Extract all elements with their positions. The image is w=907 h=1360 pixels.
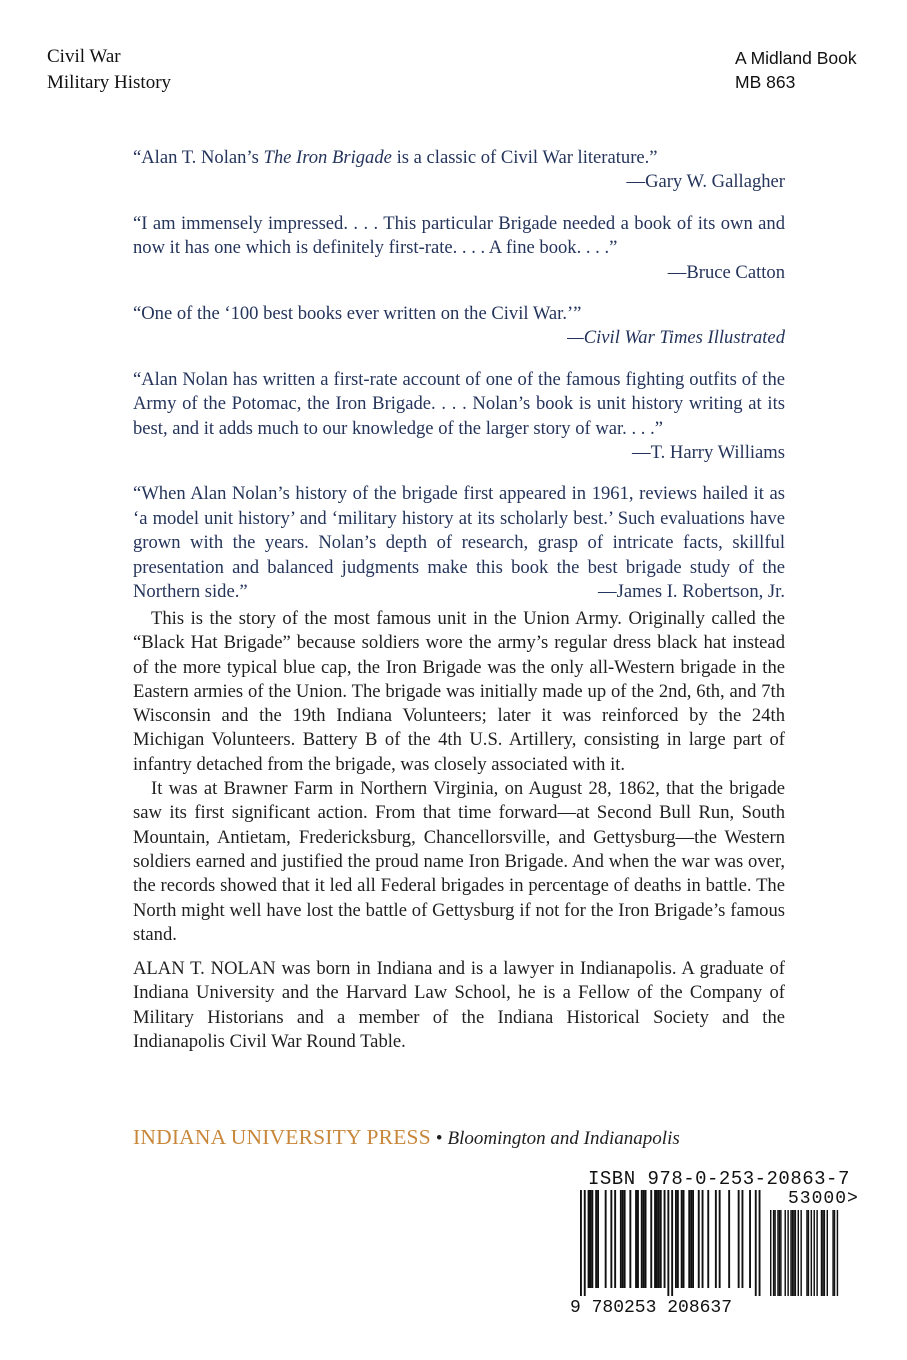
barcode-bar	[645, 1190, 647, 1288]
barcode-bar	[620, 1190, 622, 1288]
quote-text: “Alan Nolan has written a first-rate account of one of the famous fighting outfits of the Army of the Potomac, the Iron Brigade. . . . Nolan’s book is unit history writing at its best, and it adds much to our knowledge of the larger story of war. . . .” —T. Harry Williams	[133, 368, 785, 441]
barcode-bar	[641, 1190, 643, 1288]
barcode-bar	[588, 1190, 590, 1288]
addon-bar	[774, 1210, 775, 1296]
quote-attribution: —Bruce Catton	[667, 261, 785, 283]
barcode-bar	[654, 1190, 656, 1288]
quote-text: “I am immensely impressed. . . . This particular Brigade needed a book of its own and now it has one which is definitely first-rate. . . . A fine book. . . .”	[133, 212, 785, 259]
addon-bar	[792, 1210, 793, 1296]
book-title: The Iron Brigade	[263, 147, 392, 168]
barcode-bar	[635, 1190, 637, 1288]
barcode-bar	[675, 1190, 677, 1288]
barcode-bar	[650, 1190, 652, 1288]
quote-attribution: —Gary W. Gallagher	[626, 171, 785, 193]
barcode-bar	[610, 1190, 612, 1288]
quote-attribution: —T. Harry Williams	[632, 442, 785, 464]
price-addon-barcode	[768, 1210, 842, 1298]
barcode-bar	[637, 1190, 639, 1288]
barcode-bar	[614, 1190, 616, 1288]
barcode-bar	[759, 1190, 761, 1296]
barcode-bar	[658, 1190, 660, 1288]
barcode-bar	[719, 1190, 721, 1288]
barcode-bar	[755, 1190, 757, 1296]
barcode-bar	[622, 1190, 624, 1288]
barcode-bar	[580, 1190, 582, 1296]
barcode-bar	[624, 1190, 626, 1288]
barcode-bar	[692, 1190, 694, 1288]
addon-bar	[780, 1210, 781, 1296]
barcode-bar	[664, 1190, 666, 1288]
quote-attribution: —Civil War Times Illustrated	[567, 327, 785, 349]
quote-gallagher	[133, 146, 785, 195]
barcode-bar	[742, 1190, 744, 1288]
barcode-bar	[683, 1190, 685, 1288]
author-bio: ALAN T. NOLAN was born in Indiana and is a lawyer in Indianapolis. A graduate of Indiana University and the Harvard Law School, he is a Fellow of the Company of Military Historians and a member of the Indiana Historical Society and the Indianapolis Civil War Round Table.	[133, 958, 785, 1053]
addon-bar	[795, 1210, 796, 1296]
barcode-bar	[643, 1190, 645, 1288]
praise-quotes	[133, 146, 785, 622]
series-label	[735, 46, 857, 94]
category-line-1: Civil War	[47, 46, 121, 67]
barcode-bar	[660, 1190, 662, 1288]
barcode-bar	[590, 1190, 592, 1288]
separator-bullet: •	[435, 1128, 443, 1149]
barcode-bar	[707, 1190, 709, 1288]
barcode-bar	[677, 1190, 679, 1288]
quote-williams	[133, 368, 785, 466]
barcode-bar	[728, 1190, 730, 1288]
addon-bar	[837, 1210, 838, 1296]
quote-attribution: —James I. Robertson, Jr.	[598, 581, 785, 603]
price-code: 53000>	[788, 1189, 859, 1209]
description-paragraph-1: This is the story of the most famous unit in the Union Army. Originally called the “Black Hat Brigade” because soldiers wore the army’s regular dress black hat instead of the more typical blue cap, the Iron Brigade was the only all-Western brigade in the Eastern armies of the Union. The brigade was initially made up of the 2nd, 6th, and 7th Wisconsin and the 19th Indiana Volunteers; later it was reinforced by the 24th Michigan Volunteers. Battery B of the 4th U.S. Artillery, consisting in large part of infantry detached from the brigade, was closely associated with it.	[133, 608, 785, 775]
barcode-bar	[681, 1190, 683, 1288]
barcode-bar	[690, 1190, 692, 1288]
addon-bar	[816, 1210, 817, 1296]
book-description	[133, 607, 785, 1054]
series-line-1: A Midland Book	[735, 48, 857, 68]
category-label	[47, 44, 171, 96]
quote-cwti	[133, 302, 785, 351]
publisher-line	[133, 1125, 680, 1151]
addon-bar	[800, 1210, 801, 1296]
addon-bar	[785, 1210, 786, 1296]
addon-bar	[806, 1210, 807, 1296]
publisher-name: INDIANA UNIVERSITY PRESS	[133, 1125, 431, 1149]
addon-bar	[779, 1210, 780, 1296]
ean-digits: 9 780253 208637	[570, 1298, 733, 1318]
barcode-bar	[738, 1190, 740, 1288]
barcode-bar	[656, 1190, 658, 1288]
addon-bar	[790, 1210, 791, 1296]
barcode-bar	[605, 1190, 607, 1288]
isbn-label: ISBN 978-0-253-20863-7	[588, 1168, 850, 1190]
barcode-bar	[629, 1190, 631, 1288]
addon-bar	[827, 1210, 828, 1296]
quote-robertson	[133, 482, 785, 604]
addon-bar	[787, 1210, 788, 1296]
addon-bar	[822, 1210, 823, 1296]
barcode-bar	[688, 1190, 690, 1288]
quote-text: “When Alan Nolan’s history of the brigade first appeared in 1961, reviews hailed it as ‘a model unit history’ and ‘military history at its scholarly best.’ Such evaluations have grown with the years. Nolan’s depth of research, grasp of intricate facts, skillful presentation and balanced judgments make this book the best brigade study of the Northern side.” —James I. Robertson, Jr.	[133, 482, 785, 604]
addon-bar	[824, 1210, 825, 1296]
barcode-bar	[591, 1190, 593, 1288]
barcode-bar	[667, 1190, 669, 1296]
description-paragraph-2: It was at Brawner Farm in Northern Virginia, on August 28, 1862, that the brigade saw its first significant action. From that time forward—at Second Bull Run, South Mountain, Antietam, Fredericksburg, Chancellorsville, and Gettysburg—the Western soldiers earned and justified the proud name Iron Brigade. And when the war was over, the records showed that it led all Federal brigades in percentage of deaths in battle. The North might well have lost the battle of Gettysburg if not for the Iron Brigade’s famous stand.	[133, 778, 785, 945]
quote-text: “One of the ‘100 best books ever written on the Civil War.’”	[133, 303, 582, 325]
addon-bar	[798, 1210, 799, 1296]
addon-bar	[770, 1210, 771, 1296]
addon-bar	[793, 1210, 794, 1296]
barcode-bar	[597, 1190, 599, 1288]
addon-bar	[814, 1210, 815, 1296]
quote-catton	[133, 212, 785, 285]
addon-bar	[821, 1210, 822, 1296]
addon-bar	[773, 1210, 774, 1296]
barcode-bar	[595, 1190, 597, 1288]
ean-barcode	[568, 1190, 764, 1298]
addon-bar	[811, 1210, 812, 1296]
addon-bar	[832, 1210, 833, 1296]
addon-bar	[777, 1210, 778, 1296]
barcode-bar	[749, 1190, 751, 1288]
publisher-location: Bloomington and Indianapolis	[447, 1128, 680, 1149]
quote-text: “Alan T. Nolan’s The Iron Brigade is a classic of Civil War literature.”	[133, 147, 658, 168]
category-line-2: Military History	[47, 72, 172, 93]
barcode-bar	[584, 1190, 586, 1296]
barcode-bar	[698, 1190, 700, 1288]
series-line-2: MB 863	[735, 72, 796, 92]
barcode-bar	[715, 1190, 717, 1288]
addon-bar	[808, 1210, 809, 1296]
addon-bar	[834, 1210, 835, 1296]
barcode-bar	[671, 1190, 673, 1296]
barcode-bar	[702, 1190, 704, 1288]
